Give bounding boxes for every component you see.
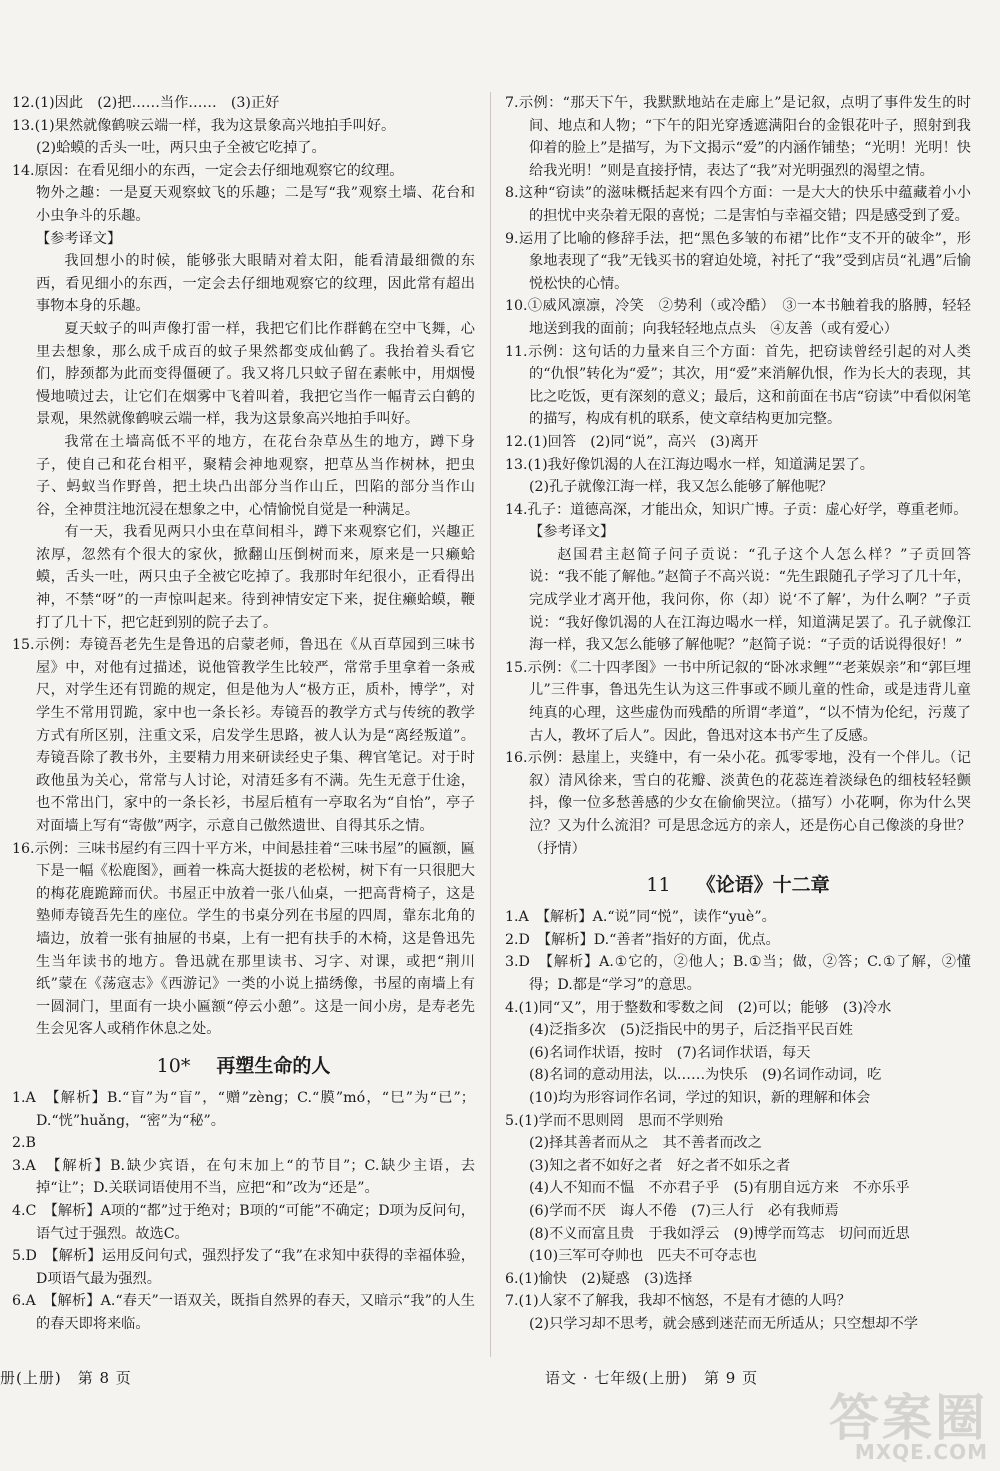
answer-item: (2)择其善者而从之 其不善者而改之 [529, 1135, 762, 1152]
answer-item: 3.D 【解析】A.①它的，②他人；B.①当；做，②答；C.①了解，②懂得；D.都是“学习”的意思。 [505, 954, 971, 993]
section-number: 10* [156, 1054, 191, 1077]
translation-paragraph: 有一天，我看见两只小虫在草间相斗，蹲下来观察它们，兴趣正浓厚，忽然有个很大的家伙，掀翻山压倒树而来，原来是一只癞蛤蟆，舌头一吐，两只虫子全被它吃掉了。我那时年纪很小，正看得出神，不禁“呀”的一声惊叫起来。待到神情安定下来，捉住癞蛤蟆，鞭打了几十下，把它赶到别的院子去了。 [36, 524, 475, 631]
answer-item: 12.(1)因此 (2)把……当作…… (3)正好 [12, 95, 280, 111]
answer-item: 15.示例：寿镜吾老先生是鲁迅的启蒙老师，鲁迅在《从百草园到三味书屋》中，对他有过描述，说他管教学生比较严，常常手里拿着一条戒尺，对学生还有罚跪的规定，但是他为人“极方正，质朴，博学”，对学生不常用罚跪，家中也一条长衫。寿镜吾的教学方式与传统的教学方式有所区别，注重文采，启发学生思路，被人认为是“离经叛道”。寿镜吾除了教书外，主要精力用来研读经史子集、稗官笔记。对于时政他虽为关心，常常与人讨论，对清廷多有不满。先生无意于仕途，也不常出门，家中的一条长衫，书屋后植有一亭取名为“自怡”，亭子对面墙上写有“寄傲”两字，示意自己傲然遗世、自得其乐之情。 [12, 637, 475, 834]
answer-item: 13.(1)果然就像鹤唳云端一样，我为这景象高兴地拍手叫好。 [12, 117, 396, 134]
answer-item: 7.(1)人家不了解我，我却不恼怒，不是有才德的人吗？ [505, 1293, 851, 1310]
answer-item: (6)名词作状语，按时 (7)名词作状语，每天 [529, 1044, 811, 1061]
answer-item: (2)只学习却不思考，就会感到迷茫而无所适从；只空想却不学 [529, 1315, 918, 1332]
answer-item: (2)孔子就像江海一样，我又怎么能够了解他呢？ [529, 479, 833, 496]
section-heading-11 [505, 870, 971, 900]
watermark-logo: 答案圈 [829, 1389, 988, 1447]
answer-item: 15.示例：《二十四孝图》一书中所记叙的“卧冰求鲤”“老莱娱亲”和“郭巨埋儿”三件事，鲁迅先生认为这三件事或不顾儿童的性命，或是违背儿童纯真的心理，这些虚伪而残酷的所谓“孝道”，“以不情为伦纪，污蔑了古人，教坏了后人”。因此，鲁迅对这本书产生了反感。 [505, 659, 971, 744]
translation-label: 【参考译文】 [529, 524, 615, 541]
translation-paragraph: 我常在土墙高低不平的地方，在花台杂草丛生的地方，蹲下身子，使自己和花台相平，聚精会神地观察，把草丛当作树林，把虫子、蚂蚁当作野兽，把土块凸出部分当作山丘，凹陷的部分当作山谷，全神贯注地沉浸在想象之中，心情愉悦自觉是一种满足。 [36, 433, 475, 518]
answer-item: 3.A 【解析】B.缺少宾语，在句末加上“的节目”；C.缺少主语，去掉“让”；D.关联词语使用不当，应把“和”改为“还是”。 [12, 1157, 475, 1197]
translation-paragraph: 赵国君主赵简子问子贡说：“孔子这个人怎么样？”子贡回答说：“我不能了解他。”赵简子不高兴说：“先生跟随孔子学习了几十年，完成学业才离开他，我问你，你（却）说‘不了解’，为什么啊？”子贡说：“我好像饥渴的人在江海边喝水一样，知道满足罢了。孔子就像江海一样，我又怎么能够了解他呢？”赵简子说：“子贡的话说得很好！” [529, 546, 971, 654]
translation-paragraph: 我回想小的时候，能够张大眼睛对着太阳，能看清最细微的东西，看见细小的东西，一定会去仔细地观察它的纹理，因此常有超出事物本身的乐趣。 [36, 253, 475, 315]
answer-item: 2.B [12, 1135, 36, 1152]
answer-item: 1.A 【解析】A.“说”同“悦”，读作“yuè”。 [505, 909, 776, 926]
answer-item: 12.(1)回答 (2)同“说”，高兴 (3)离开 [505, 433, 759, 450]
answer-item: 9.运用了比喻的修辞手法，把“黑色多皱的布裙”比作“支不开的破伞”，形象地表现了“我”无钱买书的窘迫处境，衬托了“我”受到店员“礼遇”后愉悦松快的心情。 [505, 230, 971, 292]
answer-item: 16.示例：三味书屋约有三四十平方米，中间悬挂着“三味书屋”的匾额，匾下是一幅《松鹿图》，画着一株高大挺拔的老松树，树下有一只很肥大的梅花鹿跪蹄而伏。书屋正中放着一张八仙桌，一把高背椅子，这是塾师寿镜吾先生的座位。学生的书桌分列在书屋的四周，靠东北角的墙边，放着一张有抽屉的书桌，上有一把有扶手的木椅，这是鲁迅先生当年读书的地方。鲁迅就在那里读书、习字、对课，或把“荆川纸”蒙在《荡寇志》《西游记》一类的小说上描绣像，书屋的南墙上有一圆洞门，里面有一块小匾额“停云小憩”。这是一间小房，是寿老先生会见客人或稍作休息之处。 [12, 840, 475, 1038]
answer-item: (2)蛤蟆的舌头一吐，两只虫子全被它吃掉了。 [36, 140, 326, 157]
column-divider [490, 92, 491, 1357]
answer-item: 6.(1)愉快 (2)疑惑 (3)选择 [505, 1270, 693, 1287]
answer-item: 16.示例：悬崖上，夹缝中，有一朵小花。孤零零地，没有一个伴儿。（记叙）清风徐来，雪白的花瓣、淡黄色的花蕊连着淡绿色的细枝轻轻颤抖，像一位多愁善感的少女在偷偷哭泣。（描写）小花啊，你为什么哭泣？又为什么流泪？可是思念远方的亲人，还是伤心自己像淡的身世？（抒情） [505, 750, 971, 857]
right-column [505, 92, 971, 1335]
answer-item: 5.D 【解析】运用反问句式，强烈抒发了“我”在求知中获得的幸福体验，D项语气最为强烈。 [12, 1248, 475, 1287]
answer-item: (6)学而不厌 诲人不倦 (7)三人行 必有我师焉 [529, 1202, 839, 1219]
answer-item: (10)均为形容词作名词，学过的知识，新的理解和体会 [529, 1089, 871, 1106]
answer-item: 7.示例：“那天下午，我默默地站在走廊上”是记叙，点明了事件发生的时间、地点和人物；“下午的阳光穿透遮满阳台的金银花叶子，照射到我仰着的脸上”是描写，为下文揭示“爱”的内涵作铺垫；“光明！光明！快给我光明！”则是直接抒情，表达了“我”对光明强烈的渴望之情。 [505, 95, 971, 179]
answer-item: (3)知之者不如好之者 好之者不如乐之者 [529, 1157, 791, 1174]
section-title: 再塑生命的人 [216, 1054, 331, 1077]
translation-paragraph: 夏天蚊子的叫声像打雷一样，我把它们比作群鹤在空中飞舞，心里去想象，那么成千成百的蚊子果然都变成仙鹤了。我抬着头看它们，脖颈都为此而变得僵硬了。我又将几只蚊子留在素帐中，用烟慢慢地喷过去，让它们在烟雾中飞着叫着，我把它当作一幅青云白鹤的景观，果然就像鹤唳云端一样，我为这景象高兴地拍手叫好。 [36, 320, 475, 428]
answer-item: 14.孔子：道德高深，才能出众，知识广博。子贡：虚心好学，尊重老师。 [505, 501, 968, 518]
watermark-url: MXQE.COM [854, 1440, 988, 1464]
answer-item: 14.原因：在看见细小的东西，一定会去仔细地观察它的纹理。 [12, 162, 404, 179]
answer-item: 4.C 【解析】A项的“都”过于绝对；B项的“可能”不确定；D项为反问句，语气过于强烈。故选C。 [12, 1202, 475, 1242]
answer-item: 11.示例：这句话的力量来自三个方面：首先，把窃读曾经引起的对人类的“仇恨”转化为“爱”；其次，用“爱”来消解仇恨，作为长大的表现，其比之吃饭，更有深刻的意义；最后，这和前面在书店“窃读”中看似闲笔的描写，构成有机的联系，使文章结构更加完整。 [505, 343, 971, 428]
left-column [12, 92, 475, 1335]
answer-item: 4.(1)同“又”，用于整数和零数之间 (2)可以；能够 (3)冷水 [505, 999, 892, 1016]
answer-item: 13.(1)我好像饥渴的人在江海边喝水一样，知道满足罢了。 [505, 456, 874, 473]
answer-item: 1.A 【解析】B.“盲”为“盲”，“赠”zèng；C.“膜”mó，“巳”为“已”；D.“恍”huǎng，“密”为“秘”。 [12, 1089, 475, 1129]
answer-item: 10.①威风凛凛，冷笑 ②势利（或冷酷） ③一本书触着我的胳膊，轻轻地送到我的面前；向我轻轻地点点头 ④友善（或有爱心） [505, 298, 971, 337]
answer-item: 5.(1)学而不思则罔 思而不学则殆 [505, 1112, 724, 1129]
section-title: 《论语》十二章 [696, 874, 830, 897]
page-footer-right: 语文 · 七年级(上册) 第 9 页 [545, 1369, 759, 1387]
answer-item: (8)名词的意动用法，以……为快乐 (9)名词作动词，吃 [529, 1067, 882, 1084]
answer-item: (8)不义而富且贵 于我如浮云 (9)博学而笃志 切问而近思 [529, 1225, 910, 1242]
answer-item: 2.D 【解析】D.“善者”指好的方面，优点。 [505, 931, 780, 948]
translation-label: 【参考译文】 [36, 230, 122, 247]
answer-item: (4)人不知而不愠 不亦君子乎 (5)有朋自远方来 不亦乐乎 [529, 1180, 910, 1197]
answer-item: (4)泛指多次 (5)泛指民中的男子，后泛指平民百姓 [529, 1022, 853, 1039]
answer-item: 6.A 【解析】A.“春天”一语双关，既指自然界的春天，又暗示“我”的人生的春天即将来临。 [12, 1293, 475, 1332]
section-heading-10 [12, 1051, 475, 1081]
answer-item: 8.这种“窃读”的滋味概括起来有四个方面：一是大大的快乐中蕴藏着小小的担忧中夹杂着无限的喜悦；二是害怕与幸福交错；四是感受到了爱。 [505, 185, 971, 224]
answer-item: (10)三军可夺帅也 匹夫不可夺志也 [529, 1248, 757, 1265]
section-number: 11 [646, 874, 671, 897]
page-footer-left: 册(上册) 第 8 页 [0, 1369, 132, 1387]
answer-item: 物外之趣：一是夏天观察蚊飞的乐趣；二是写“我”观察土墙、花台和小虫争斗的乐趣。 [36, 185, 475, 224]
